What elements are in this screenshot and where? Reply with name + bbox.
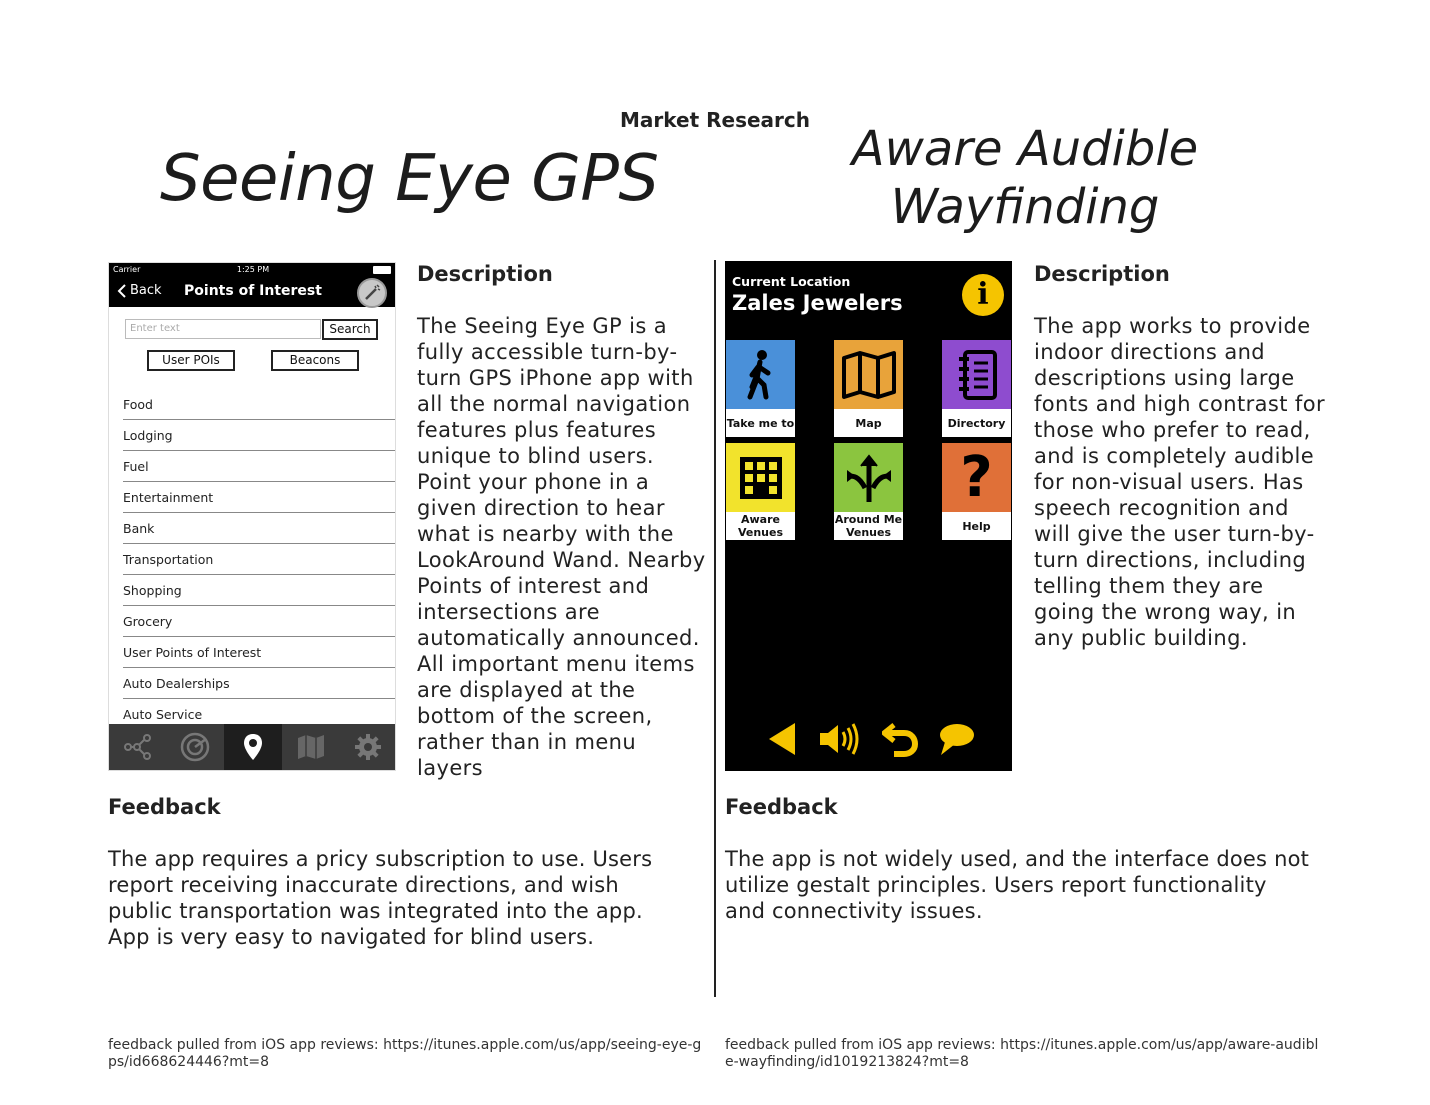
tile-label: Map bbox=[834, 409, 903, 437]
left-footer-source: feedback pulled from iOS app reviews: https://itunes.apple.com/us/app/seeing-eye-gps/id668624446?mt=8 bbox=[108, 1037, 702, 1070]
beacons-button[interactable]: Beacons bbox=[271, 350, 359, 371]
map-pin-icon bbox=[242, 733, 264, 761]
walking-person-icon bbox=[726, 340, 795, 409]
speech-bubble-icon[interactable] bbox=[937, 722, 975, 756]
search-input[interactable]: Enter text bbox=[125, 319, 321, 339]
tab-bar bbox=[109, 724, 396, 770]
poi-list bbox=[123, 389, 396, 730]
tile-label: Take me to bbox=[726, 409, 795, 437]
tab-map[interactable] bbox=[282, 724, 340, 770]
left-feedback-text: The app requires a pricy subscription to use. Users report receiving inaccurate directions, and wish public transportation was integrated into the app. App is very easy to navigated for blind users. bbox=[108, 847, 653, 949]
list-item[interactable]: Auto Service bbox=[123, 707, 203, 722]
back-label: Back bbox=[130, 283, 162, 298]
aware-audible-title bbox=[820, 120, 1230, 236]
tile-label: Around Me Venues bbox=[834, 513, 903, 539]
list-item[interactable]: Transportation bbox=[123, 544, 396, 575]
list-item[interactable]: Shopping bbox=[123, 575, 396, 606]
radar-icon bbox=[180, 732, 210, 762]
page-header: Market Research bbox=[620, 108, 810, 132]
list-item[interactable]: Lodging bbox=[123, 420, 396, 451]
tile-map[interactable] bbox=[834, 340, 903, 437]
split-arrows-icon bbox=[834, 443, 903, 512]
tile-around-me-venues[interactable] bbox=[834, 443, 903, 540]
building-icon bbox=[726, 443, 795, 512]
tab-poi[interactable] bbox=[224, 724, 282, 770]
search-button[interactable]: Search bbox=[322, 319, 378, 340]
left-description-text: The Seeing Eye GP is a fully accessible turn-by-turn GPS iPhone app with all the normal navigation features plus features unique to blind users. Point your phone in a given direction to hear what is nearby with the LookAround Wand. Nearby Points of interest and intersections are automatically announced. All important menu items are displayed at the bottom of the screen, rather than in menu layers bbox=[417, 314, 706, 780]
right-feedback-text: The app is not widely used, and the interface does not utilize gestalt principles. Users report functionality and connectivity issues. bbox=[725, 847, 1310, 923]
wand-button[interactable] bbox=[357, 278, 387, 308]
nav-bar bbox=[109, 277, 396, 307]
left-description-heading: Description bbox=[417, 262, 553, 286]
map-icon bbox=[296, 734, 326, 760]
question-icon: ? bbox=[942, 443, 1011, 512]
route-icon bbox=[123, 733, 153, 761]
list-item[interactable]: Fuel bbox=[123, 451, 396, 482]
right-description-text: The app works to provide indoor directions and descriptions using large fonts and high contrast for those who prefer to read, and is completely audible for non-visual users. Has speech recognition and will give the user turn-by-turn directions, including telling them they are going the wrong way, in any public building. bbox=[1034, 314, 1326, 650]
column-divider bbox=[714, 260, 716, 997]
info-icon[interactable]: i bbox=[962, 274, 1004, 316]
nav-title: Points of Interest bbox=[184, 283, 322, 299]
tile-take-me-to[interactable] bbox=[726, 340, 795, 437]
tab-settings[interactable] bbox=[339, 724, 396, 770]
list-item[interactable]: Entertainment bbox=[123, 482, 396, 513]
tab-route[interactable] bbox=[109, 724, 167, 770]
notebook-icon bbox=[942, 340, 1011, 409]
wand-icon bbox=[363, 284, 381, 302]
right-footer-source: feedback pulled from iOS app reviews: https://itunes.apple.com/us/app/aware-audible-wayfinding/id1019213824?mt=8 bbox=[725, 1037, 1319, 1070]
right-description-heading: Description bbox=[1034, 262, 1170, 286]
tile-label: Help bbox=[942, 512, 1011, 540]
list-item[interactable]: Auto Dealerships bbox=[123, 668, 396, 699]
left-feedback-heading: Feedback bbox=[108, 795, 221, 819]
map-icon bbox=[834, 340, 903, 409]
back-triangle-icon[interactable] bbox=[765, 721, 799, 757]
speaker-icon[interactable] bbox=[818, 721, 862, 757]
list-item[interactable]: Grocery bbox=[123, 606, 396, 637]
current-location-name: Zales Jewelers bbox=[732, 291, 903, 315]
status-bar bbox=[109, 263, 396, 277]
undo-icon[interactable] bbox=[882, 721, 918, 757]
bottom-controls bbox=[765, 719, 975, 759]
tile-label: Directory bbox=[942, 409, 1011, 437]
status-time: 1:25 PM bbox=[236, 265, 270, 274]
tile-label: Aware Venues bbox=[726, 512, 795, 540]
list-item[interactable]: User Points of Interest bbox=[123, 637, 396, 668]
gear-icon bbox=[354, 733, 382, 761]
carrier-label: Carrier bbox=[113, 265, 141, 274]
tile-aware-venues[interactable] bbox=[726, 443, 795, 540]
current-location-label: Current Location bbox=[732, 274, 851, 289]
tile-help[interactable] bbox=[942, 443, 1011, 540]
list-item[interactable]: Bank bbox=[123, 513, 396, 544]
seeing-eye-gps-screenshot bbox=[108, 262, 396, 771]
user-pois-button[interactable]: User POIs bbox=[147, 350, 235, 371]
aware-audible-screenshot bbox=[725, 261, 1012, 771]
aware-audible-title-line2: Wayfinding bbox=[890, 179, 1160, 235]
seeing-eye-gps-title: Seeing Eye GPS bbox=[160, 142, 659, 216]
aware-audible-title-line1: Aware Audible bbox=[851, 121, 1199, 177]
right-feedback-heading: Feedback bbox=[725, 795, 838, 819]
tab-lookaround[interactable] bbox=[167, 724, 225, 770]
battery-icon bbox=[373, 266, 391, 274]
list-item[interactable]: Food bbox=[123, 389, 396, 420]
tile-directory[interactable] bbox=[942, 340, 1011, 437]
